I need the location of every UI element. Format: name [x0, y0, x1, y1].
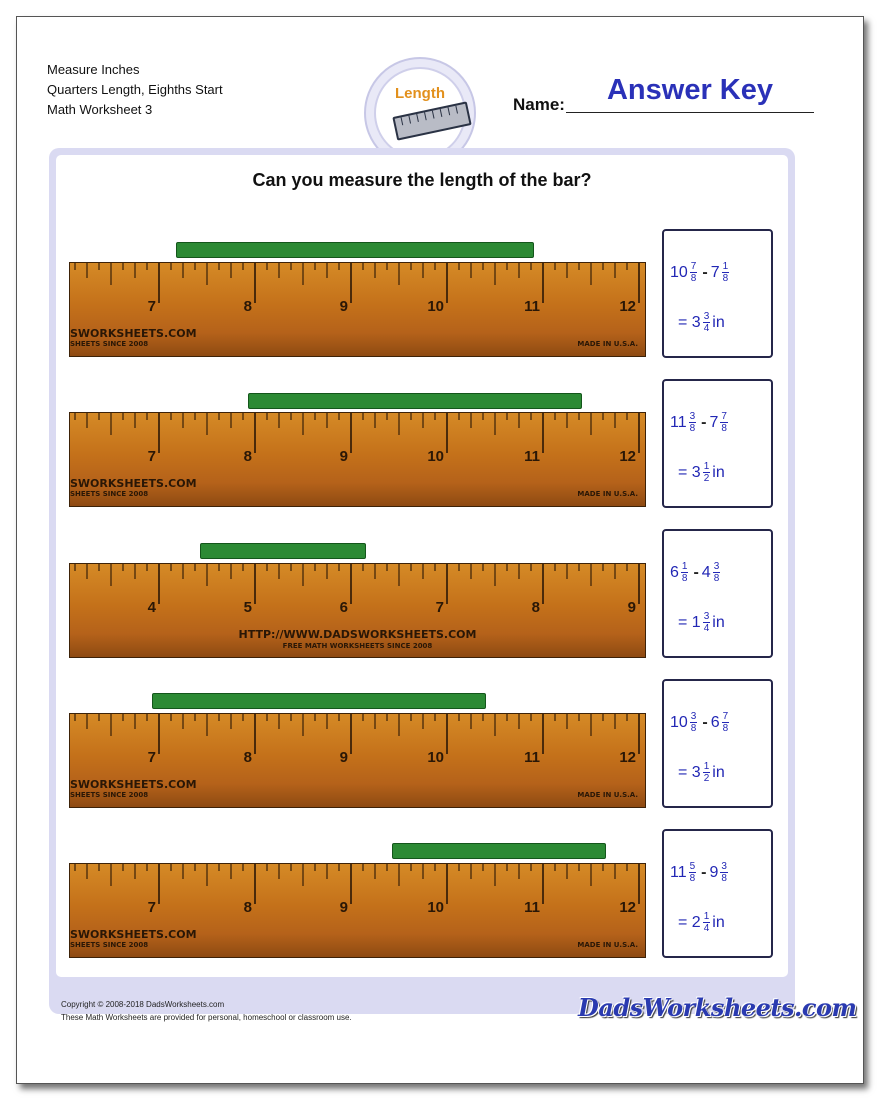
- ruler-since-text: FREE MATH WORKSHEETS SINCE 2008: [282, 642, 433, 650]
- end-denominator: 8: [690, 273, 697, 284]
- answer-expression: [678, 761, 725, 784]
- start-numerator: 7: [721, 411, 727, 422]
- equals-sign: =: [678, 913, 688, 931]
- minus-sign: -: [702, 713, 708, 731]
- ruler-url-text: SWORKSHEETS.COM: [70, 477, 197, 490]
- start-denominator: 8: [721, 423, 727, 434]
- answer-whole: 3: [691, 463, 701, 481]
- end-whole: 11: [670, 413, 687, 431]
- ruler-inch-label: 12: [619, 298, 636, 315]
- answer-box: [662, 379, 773, 508]
- answer-whole: 2: [691, 913, 701, 931]
- ruler-inch-label: 4: [147, 599, 156, 616]
- measured-bar: [392, 843, 606, 859]
- end-fraction: [689, 411, 697, 434]
- ruler-inch-label: 8: [243, 749, 252, 766]
- answer-numerator: 3: [703, 611, 710, 622]
- ruler-ticks: [70, 714, 646, 808]
- answer-numerator: 1: [703, 461, 710, 472]
- start-whole: 9: [709, 863, 719, 881]
- start-denominator: 8: [713, 573, 720, 584]
- end-fraction: [690, 261, 698, 284]
- answer-box: [662, 829, 773, 958]
- end-denominator: 8: [689, 873, 696, 884]
- ruler-inch-label: 7: [147, 749, 156, 766]
- name-field-line: [566, 112, 814, 113]
- ruler-made-text: MADE IN U.S.A.: [577, 490, 638, 498]
- minus-sign: -: [701, 863, 707, 881]
- end-numerator: 3: [689, 411, 696, 422]
- end-whole: 11: [670, 863, 687, 881]
- equals-sign: =: [678, 613, 688, 631]
- ruler-inch-label: 9: [339, 448, 348, 465]
- equals-sign: =: [678, 463, 688, 481]
- ruler-inch-label: 10: [427, 749, 444, 766]
- equals-sign: =: [678, 763, 688, 781]
- ruler-inch-label: 8: [243, 298, 252, 315]
- subtraction-expression: [670, 261, 731, 284]
- ruler-made-text: MADE IN U.S.A.: [577, 340, 638, 348]
- ruler-made-text: MADE IN U.S.A.: [577, 791, 638, 799]
- answer-box: [662, 229, 773, 358]
- logo-inner-circle: [374, 67, 466, 159]
- end-whole: 10: [670, 263, 688, 281]
- ruler-inch-label: 12: [619, 749, 636, 766]
- ruler-since-text: SHEETS SINCE 2008: [70, 941, 149, 949]
- answer-expression: [678, 611, 725, 634]
- answer-fraction: [703, 611, 711, 634]
- answer-unit: in: [712, 913, 725, 931]
- ruler-inch-label: 9: [339, 298, 348, 315]
- ruler-inch-label: 10: [427, 448, 444, 465]
- end-numerator: 1: [681, 561, 688, 572]
- answer-expression: [678, 461, 725, 484]
- start-fraction: [722, 711, 730, 734]
- footer-copyright: [61, 998, 352, 1024]
- start-fraction: [720, 411, 728, 434]
- answer-key-title: Answer Key: [606, 74, 773, 106]
- ruler-inch-label: 8: [243, 448, 252, 465]
- start-fraction: [720, 861, 728, 884]
- subtraction-expression: [670, 561, 722, 584]
- subtraction-expression: [670, 411, 730, 434]
- start-denominator: 8: [722, 723, 729, 734]
- start-whole: 7: [710, 263, 720, 281]
- ruler-inch-label: 11: [524, 749, 540, 766]
- ruler: [69, 412, 646, 507]
- measured-bar: [152, 693, 486, 709]
- start-whole: 4: [701, 563, 711, 581]
- end-numerator: 7: [690, 261, 697, 272]
- subtraction-expression: [670, 711, 731, 734]
- ruler-ticks: [70, 263, 646, 357]
- start-denominator: 8: [721, 873, 727, 884]
- ruler: [69, 262, 646, 357]
- ruler-made-text: MADE IN U.S.A.: [577, 941, 638, 949]
- answer-unit: in: [712, 613, 725, 631]
- measured-bar: [200, 543, 366, 559]
- ruler-inch-label: 5: [243, 599, 252, 616]
- end-denominator: 8: [681, 573, 688, 584]
- answer-unit: in: [712, 763, 725, 781]
- end-fraction: [689, 861, 697, 884]
- ruler-inch-label: 6: [339, 599, 348, 616]
- ruler-url-text: SWORKSHEETS.COM: [70, 928, 197, 941]
- answer-denominator: 2: [703, 473, 710, 484]
- start-numerator: 3: [713, 561, 720, 572]
- minus-sign: -: [702, 263, 708, 281]
- start-whole: 7: [709, 413, 719, 431]
- answer-denominator: 4: [703, 323, 710, 334]
- ruler-inch-label: 11: [524, 899, 540, 916]
- start-numerator: 3: [721, 861, 727, 872]
- ruler-inch-label: 7: [147, 298, 156, 315]
- ruler-inch-label: 9: [339, 749, 348, 766]
- ruler-inch-label: 7: [147, 448, 156, 465]
- answer-fraction: [703, 461, 711, 484]
- subtraction-expression: [670, 861, 730, 884]
- start-fraction: [713, 561, 721, 584]
- equals-sign: =: [678, 313, 688, 331]
- start-numerator: 1: [722, 261, 729, 272]
- start-numerator: 7: [722, 711, 729, 722]
- answer-denominator: 4: [703, 923, 710, 934]
- ruler-ticks: [70, 413, 646, 507]
- measured-bar: [248, 393, 582, 409]
- answer-unit: in: [712, 313, 725, 331]
- answer-fraction: [703, 311, 711, 334]
- answer-expression: [678, 311, 725, 334]
- usage-notice: These Math Worksheets are provided for personal, homeschool or classroom use.: [61, 1013, 352, 1022]
- end-numerator: 5: [689, 861, 696, 872]
- end-whole: 6: [670, 563, 679, 581]
- header-line-1: Measure Inches: [47, 62, 140, 77]
- end-denominator: 8: [689, 423, 696, 434]
- ruler-inch-label: 10: [427, 899, 444, 916]
- answer-whole: 1: [691, 613, 701, 631]
- logo-top-text: Length: [395, 85, 445, 102]
- start-fraction: [722, 261, 730, 284]
- ruler-inch-label: 12: [619, 448, 636, 465]
- answer-whole: 3: [691, 763, 701, 781]
- ruler-inch-label: 9: [627, 599, 636, 616]
- ruler-inch-label: 8: [531, 599, 540, 616]
- header-line-3: Math Worksheet 3: [47, 102, 153, 117]
- answer-numerator: 1: [703, 761, 710, 772]
- measured-bar: [176, 242, 534, 258]
- start-whole: 6: [710, 713, 720, 731]
- answer-numerator: 1: [703, 911, 710, 922]
- answer-fraction: [703, 911, 711, 934]
- ruler-url-text: SWORKSHEETS.COM: [70, 778, 197, 791]
- end-fraction: [681, 561, 689, 584]
- answer-unit: in: [712, 463, 725, 481]
- ruler-since-text: SHEETS SINCE 2008: [70, 340, 149, 348]
- worksheet-header: [47, 60, 223, 120]
- ruler-inch-label: 12: [619, 899, 636, 916]
- end-numerator: 3: [690, 711, 697, 722]
- name-label: Name:: [513, 95, 565, 114]
- answer-expression: [678, 911, 725, 934]
- ruler-inch-label: 11: [524, 448, 540, 465]
- ruler-icon: [392, 101, 471, 140]
- question-title: Can you measure the length of the bar?: [252, 170, 592, 190]
- ruler-inch-label: 11: [524, 298, 540, 315]
- answer-fraction: [703, 761, 711, 784]
- answer-box: [662, 679, 773, 808]
- answer-box: [662, 529, 773, 658]
- dadsworksheets-logo[interactable]: DadsWorksheets.com: [578, 993, 857, 1022]
- ruler-inch-label: 8: [243, 899, 252, 916]
- copyright-text: Copyright © 2008-2018 DadsWorksheets.com: [61, 1000, 225, 1009]
- ruler: [69, 563, 646, 658]
- answer-whole: 3: [691, 313, 701, 331]
- end-fraction: [690, 711, 698, 734]
- minus-sign: -: [701, 413, 707, 431]
- end-denominator: 8: [690, 723, 697, 734]
- ruler-inch-label: 9: [339, 899, 348, 916]
- ruler-inch-label: 10: [427, 298, 444, 315]
- answer-denominator: 2: [703, 773, 710, 784]
- ruler: [69, 863, 646, 958]
- ruler-since-text: SHEETS SINCE 2008: [70, 791, 149, 799]
- ruler-url-text: SWORKSHEETS.COM: [70, 327, 197, 340]
- ruler-ticks: [70, 864, 646, 958]
- ruler-since-text: SHEETS SINCE 2008: [70, 490, 149, 498]
- answer-denominator: 4: [703, 623, 710, 634]
- ruler-inch-label: 7: [147, 899, 156, 916]
- end-whole: 10: [670, 713, 688, 731]
- ruler: [69, 713, 646, 808]
- ruler-url-text: HTTP://WWW.DADSWORKSHEETS.COM: [238, 628, 477, 641]
- answer-numerator: 3: [703, 311, 710, 322]
- start-denominator: 8: [722, 273, 729, 284]
- minus-sign: -: [693, 563, 699, 581]
- ruler-inch-label: 7: [435, 599, 444, 616]
- header-line-2: Quarters Length, Eighths Start: [47, 82, 223, 97]
